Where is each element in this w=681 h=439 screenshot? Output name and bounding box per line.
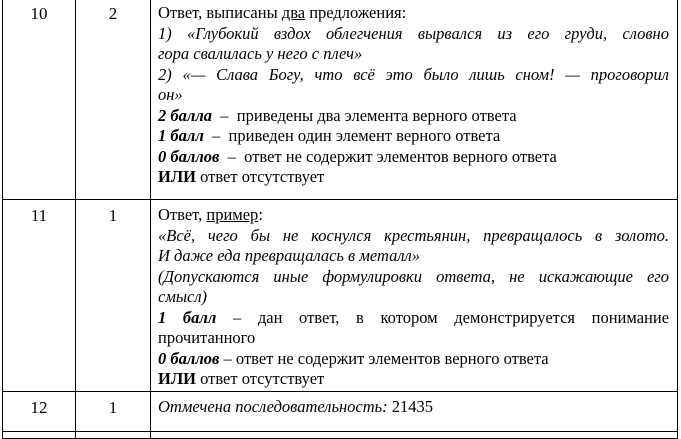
task-number: 10 (3, 0, 76, 200)
quote-2-line-2: он» (158, 85, 183, 104)
criteria-cell (151, 392, 678, 432)
example-quote-line-2: И даже еда превращалась в металл» (158, 246, 420, 265)
grading-table (2, 0, 678, 439)
quote-1-line-2: гора свалилась у него с плеч» (158, 44, 363, 63)
note-line-2: смысл) (158, 287, 208, 306)
score-1-criterion-cont: прочитанного (158, 328, 256, 347)
task-number: 12 (3, 392, 76, 432)
score-1-criterion: 1 балл – приведен один элемент верного ответа (158, 126, 501, 145)
task-number: 11 (3, 200, 76, 392)
or-absent-criterion: ИЛИ ответ отсутствует (158, 369, 325, 388)
answer-heading: Ответ, пример: (158, 205, 263, 224)
criteria-cell (151, 200, 678, 392)
answer-heading: Ответ, выписаны два предложения: (158, 3, 407, 22)
answer-sequence: Отмечена последовательность: 21435 (158, 397, 434, 416)
criteria-cell (151, 0, 678, 200)
score-1-criterion: 1 балл – дан ответ, в котором демонстрируется понимание (158, 307, 670, 327)
example-quote-line-1: «Всё, чего бы не коснулся крестьянин, превращалось в золото. (158, 225, 669, 245)
or-absent-criterion: ИЛИ ответ отсутствует (158, 167, 325, 186)
max-points: 2 (76, 0, 151, 200)
table-row-task-10 (3, 0, 678, 200)
quote-2-line-1: 2) «— Слава Богу, что всё это было лишь сном! — проговорил (158, 64, 669, 84)
quote-1-line-1: 1) «Глубокий вздох облегчения вырвался из его груди, словно (158, 23, 669, 43)
score-0-criterion: 0 баллов – ответ не содержит элементов верного ответа (158, 348, 549, 368)
table-row-partial (3, 432, 678, 439)
max-points: 1 (76, 392, 151, 432)
note-line-1: (Допускаются иные формулировки ответа, не искажающие его (158, 266, 669, 286)
score-0-criterion: 0 баллов – ответ не содержит элементов верного ответа (158, 146, 557, 166)
score-2-criterion: 2 балла – приведены два элемента верного ответа (158, 105, 517, 125)
table-row-task-11 (3, 200, 678, 392)
table-row-task-12 (3, 392, 678, 432)
max-points: 1 (76, 200, 151, 392)
